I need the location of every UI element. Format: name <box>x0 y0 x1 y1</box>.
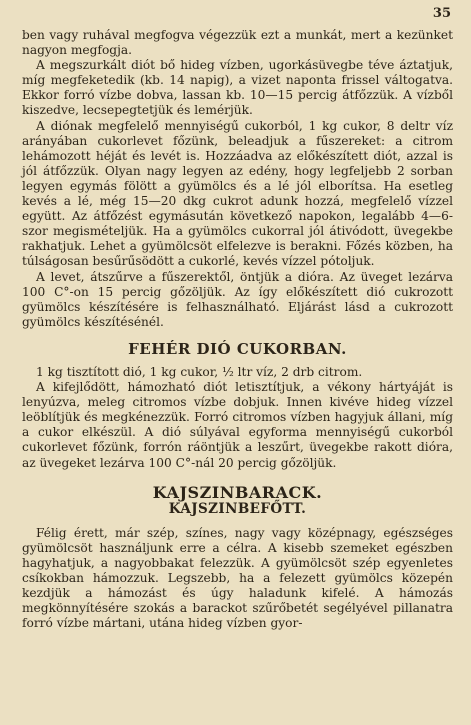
paragraph-feher-dio-method: A kifejlődött, hámozható diót letisztítjuk, a vékony hártyáját is lenyúzva, meleg citromos vízbe dobjuk. Innen kivéve hideg vízzel leöblítjük és megkénezzük. Forró citromos vízben hagyjuk állani, míg a cukor elkészül. A dió súlyával egyforma mennyiségű cukorból cukorlevet főzünk, forrón ráöntjük a leszűrt, üvegekbe rakott dióra, az üvegeket lezárva 100 C°-nál 20 percig gőzöljük. <box>22 380 453 470</box>
paragraph-kajszin-method: Félig érett, már szép, színes, nagy vagy középnagy, egészséges gyümölcsöt használjunk erre a célra. A kisebb szemeket egészben hagyhatjuk, a nagyobbakat felezzük. A gyümölcsöt szép egyenletes csíkokban hámozzuk. Legszebb, ha a felezett gyümölcs közepén kezdjük a hámozást és úgy haladunk kifelé. A hámozás megkönnyítésére szokás a barackot szűrőbetét segélyével pillanatra forró vízbe mártani, utána hideg vízben gyor- <box>22 525 453 631</box>
section-title-feher-dio: FEHÉR DIÓ CUKORBAN. <box>128 339 347 358</box>
page-number: 35 <box>432 6 451 21</box>
section-subtitle-kajszinbefott: KAJSZINBEFŐTT. <box>168 500 307 517</box>
paragraph-soaking: A megszurkált diót bő hideg vízben, ugorkásüvegbe téve áztatjuk, míg megfeketedik (kb. 14 napig), a vizet naponta frissel váltogatva. Ekkor forró vízbe dobva, lassan kb. 10—15 percig átfőzzük. A vízből kiszedve, lecsepegtetjük és lemérjük. <box>22 58 453 118</box>
paragraph-continuation: ben vagy ruhával megfogva végezzük ezt a munkát, mert a kezünket nagyon megfogja. <box>22 28 453 58</box>
section-title-kajszinbarack: KAJSZINBARACK. <box>152 482 323 502</box>
paragraph-syrup: A diónak megfelelő mennyiségű cukorból, 1 kg cukor, 8 deltr víz arányában cukorlevet főzünk, beleadjuk a fűszereket: a citrom lehámozott héját és levét is. Hozzáadva az előkészített diót, azzal is jól átfőzzük. Olyan nagy legyen az edény, hogy legfeljebb 2 sorban legyen egymás fölött a gyümölcs és a lé jól elborítsa. Ha esetleg kevés a lé, még 15—20 dkg cukrot adunk hozzá, megfelelő vízzel együtt. Az átfőzést egymásután következő napokon, legalább 4—6-szor megismételjük. Ha a gyümölcs cukorral jól átivódott, üvegekbe rakhatjuk. Lehet a gyümölcsöt elfelezve is berakni. Főzés közben, ha túlságosan besűrűsödött a cukorlé, kevés vízzel pótoljuk. <box>22 118 453 269</box>
page-body <box>22 28 453 631</box>
ingredients-line: 1 kg tisztított dió, 1 kg cukor, ½ ltr víz, 2 drb citrom. <box>36 364 363 379</box>
paragraph-jarring: A levet, átszűrve a fűszerektől, öntjük a dióra. Az üveget lezárva 100 C°-on 15 percig gőzöljük. Az így előkészített dió cukrozott gyümölcs készítésére is felhasználható. Eljárást lásd a cukrozott gyümölcs készítésénél. <box>22 269 453 329</box>
